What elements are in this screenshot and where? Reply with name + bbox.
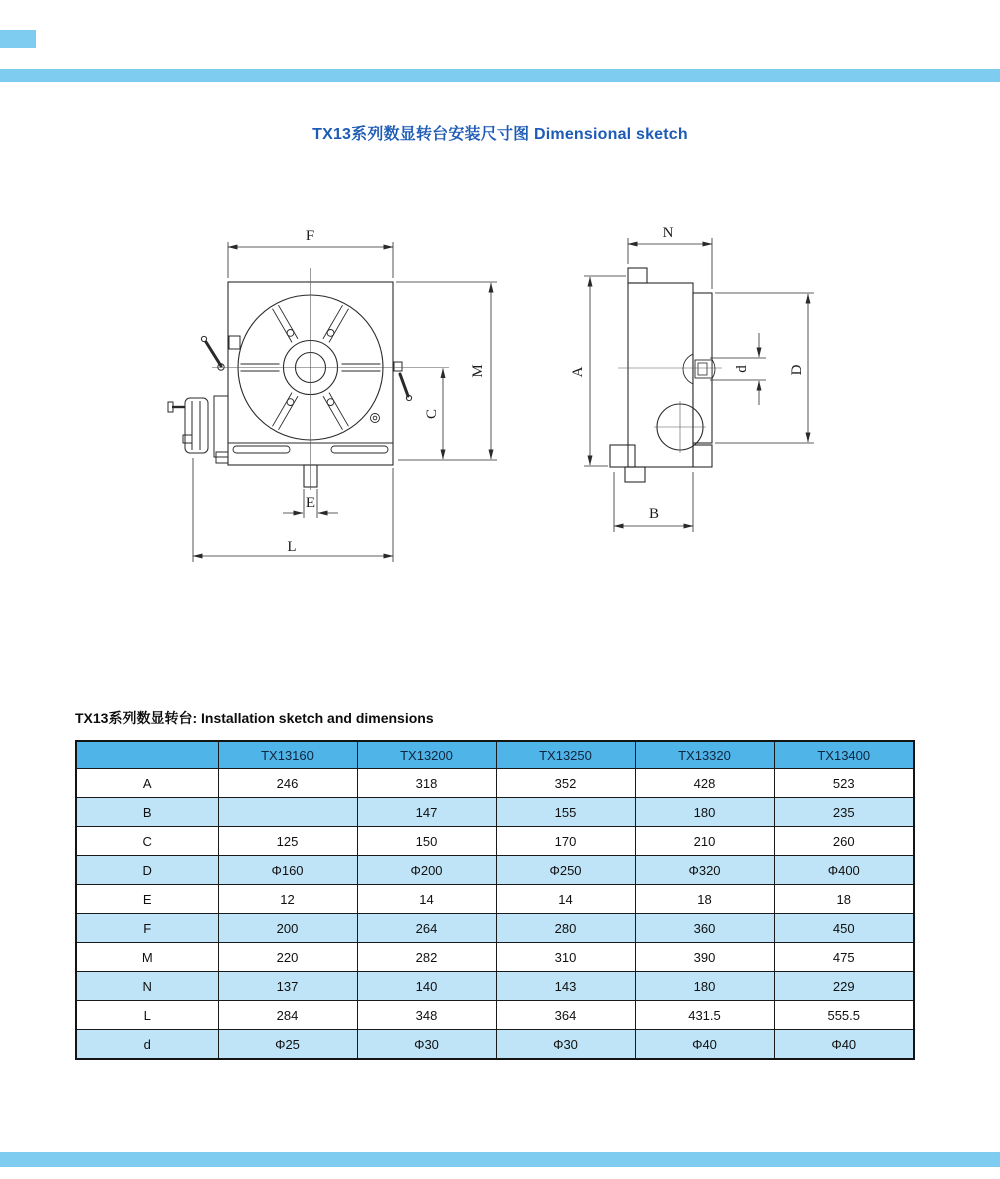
centerlines	[212, 268, 449, 490]
front-view-dimensions	[193, 242, 497, 562]
top-left-accent-tab	[0, 30, 36, 48]
table-row: M 220 282 310 390 475	[76, 943, 914, 972]
table-caption: TX13系列数显转台: Installation sketch and dimensions	[75, 710, 434, 726]
handwheel	[168, 396, 228, 463]
side-view-body	[610, 268, 715, 482]
dim-label-A: A	[570, 366, 586, 378]
column-header: TX13400	[774, 741, 914, 769]
dim-label-d: d	[734, 365, 750, 373]
dimensions-table	[75, 740, 915, 1060]
dim-label-L: L	[287, 539, 297, 555]
table-row: D Φ160 Φ200 Φ250 Φ320 Φ400	[76, 856, 914, 885]
top-divider-bar	[0, 69, 1000, 82]
header-row	[76, 741, 914, 769]
column-header: TX13320	[635, 741, 774, 769]
dim-label-D: D	[789, 364, 805, 376]
column-header: TX13160	[218, 741, 357, 769]
column-header: TX13250	[496, 741, 635, 769]
side-view-drawing	[570, 205, 860, 575]
bottom-divider-bar	[0, 1152, 1000, 1167]
table-row: F 200 264 280 360 450	[76, 914, 914, 943]
dim-label-B: B	[648, 506, 660, 522]
table-row: A 246 318 352 428 523	[76, 769, 914, 798]
dim-label-C: C	[424, 408, 440, 420]
column-header: TX13200	[357, 741, 496, 769]
table-row: N 137 140 143 180 229	[76, 972, 914, 1001]
dim-label-N: N	[662, 225, 674, 241]
column-header	[76, 741, 218, 769]
front-view-drawing	[160, 205, 520, 575]
table-row: E 12 14 14 18 18	[76, 885, 914, 914]
page-title: TX13系列数显转台安装尺寸图 Dimensional sketch	[312, 126, 688, 143]
table-row: d Φ25 Φ30 Φ30 Φ40 Φ40	[76, 1030, 914, 1060]
dim-label-F: F	[305, 228, 315, 244]
dim-label-M: M	[470, 364, 486, 378]
table-row: L 284 348 364 431.5 555.5	[76, 1001, 914, 1030]
table-row: C 125 150 170 210 260	[76, 827, 914, 856]
table-row: B 147 155 180 235	[76, 798, 914, 827]
dim-label-E: E	[305, 495, 316, 511]
